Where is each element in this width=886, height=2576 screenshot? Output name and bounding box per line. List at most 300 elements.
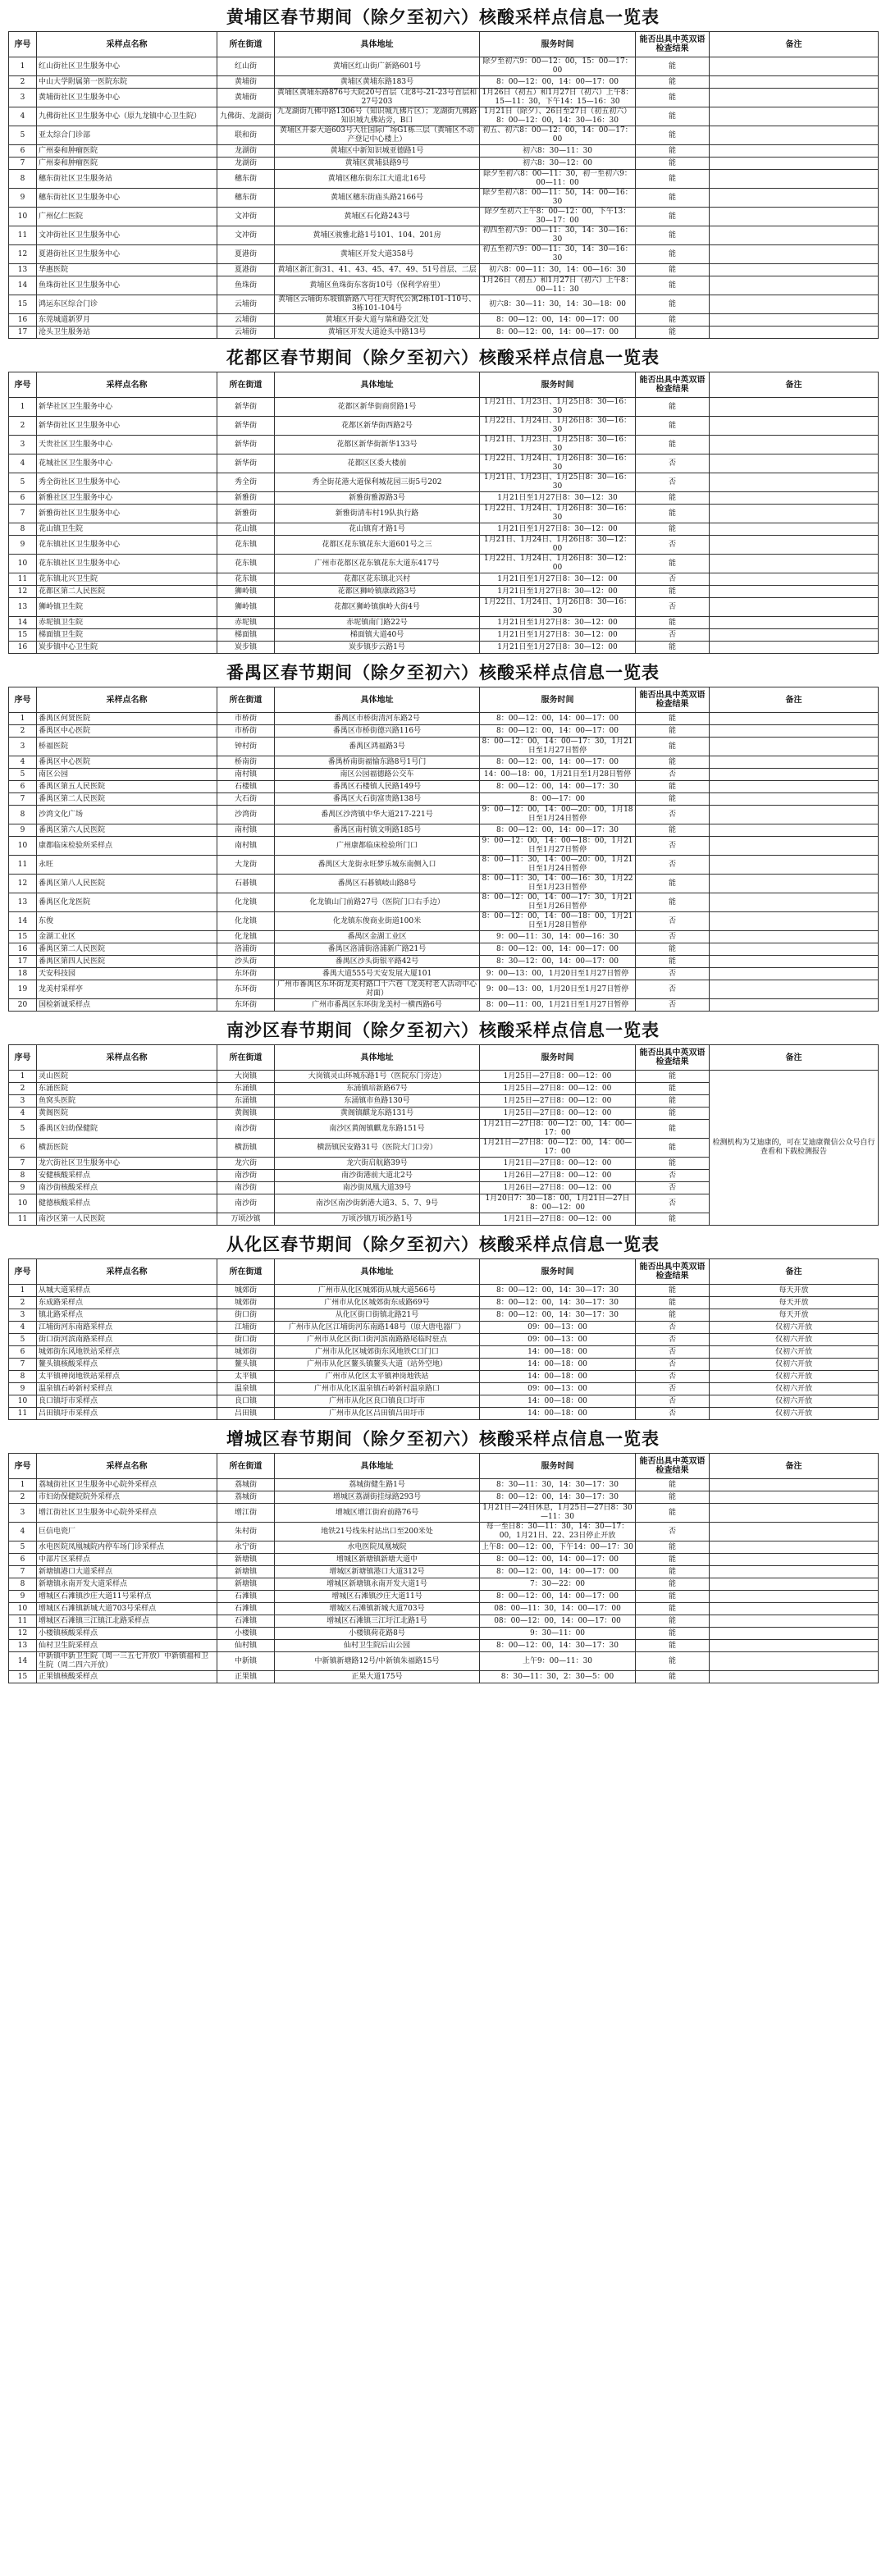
section-title: 增城区春节期间（除夕至初六）核酸采样点信息一览表 (226, 1428, 660, 1449)
site-name: 沙湾文化广场 (37, 806, 217, 824)
bilingual-result: 能 (636, 107, 710, 126)
bilingual-result: 能 (636, 276, 710, 295)
table-row (9, 208, 879, 226)
bilingual-result: 能 (636, 642, 710, 654)
service-time: 1月21日至1月27日8：30—12：00 (480, 642, 636, 654)
table-row (9, 555, 879, 573)
column-header-row-index: 序号 (9, 1454, 37, 1479)
service-time: 1月25日—27日8：00—12：00 (480, 1071, 636, 1083)
row-index: 2 (9, 1297, 37, 1309)
bilingual-result: 能 (636, 436, 710, 454)
row-index: 8 (9, 170, 37, 189)
site-name: 东俊 (37, 912, 217, 931)
section-title: 黄埔区春节期间（除夕至初六）核酸采样点信息一览表 (226, 7, 660, 27)
remark (710, 586, 879, 598)
remark (710, 1554, 879, 1566)
street: 鱼珠街 (217, 276, 275, 295)
site-name: 巨信电瓷厂 (37, 1523, 217, 1541)
street: 中新镇 (217, 1652, 275, 1671)
street: 鳌头镇 (217, 1359, 275, 1371)
bilingual-result: 能 (636, 170, 710, 189)
remark (710, 295, 879, 314)
service-time: 8：00—12：00，14：00—17：00 (480, 943, 636, 956)
table-row (9, 1652, 879, 1671)
row-index: 8 (9, 1578, 37, 1591)
address: 增城区新塘镇新塘大道中 (275, 1554, 480, 1566)
site-name: 赤坭镇卫生院 (37, 617, 217, 629)
column-header-address: 具体地址 (275, 1045, 480, 1071)
remark (710, 642, 879, 654)
street: 花东镇 (217, 573, 275, 586)
bilingual-result: 能 (636, 586, 710, 598)
section (8, 344, 878, 654)
row-index: 7 (9, 793, 37, 806)
service-time: 8：30—12：00，14：00—17：00 (480, 956, 636, 968)
service-time: 8：00—12：00，14：30—17：30 (480, 1309, 636, 1322)
table-row (9, 145, 879, 158)
row-index: 3 (9, 89, 37, 107)
remark: 仅初六开放 (710, 1322, 879, 1334)
site-name: 江埔街河东南路采样点 (37, 1322, 217, 1334)
column-header-site-name: 采样点名称 (37, 372, 217, 398)
table-row (9, 713, 879, 725)
bilingual-result: 否 (636, 1322, 710, 1334)
street: 梯面镇 (217, 629, 275, 642)
row-index: 12 (9, 1628, 37, 1640)
bilingual-result: 能 (636, 264, 710, 276)
table-row (9, 1671, 879, 1683)
bilingual-result: 能 (636, 1083, 710, 1095)
table-row (9, 417, 879, 436)
address: 新雅街雅源路3号 (275, 492, 480, 505)
table-row (9, 893, 879, 912)
service-time: 1月26日（初五）和1月27日（初六）上午8：00—11：30 (480, 276, 636, 295)
column-header-address: 具体地址 (275, 32, 480, 57)
address: 广州市番禺区东环街龙美村一横西路6号 (275, 999, 480, 1012)
service-time: 9：00—11：30，14：00—16：30 (480, 931, 636, 943)
address: 番禺区洛浦街洛浦新广路21号 (275, 943, 480, 956)
site-name: 新华街社区卫生服务中心 (37, 417, 217, 436)
service-time: 9：00—12：00，14：00—18：00，1月21日至1月27日暂停 (480, 837, 636, 856)
service-time: 08：00—12：00，14：00—17：00 (480, 1615, 636, 1628)
site-name: 鱼珠街社区卫生服务中心 (37, 276, 217, 295)
row-index: 12 (9, 245, 37, 264)
row-index: 4 (9, 107, 37, 126)
address: 黄埔区黄埔东路183号 (275, 76, 480, 89)
service-time: 8：00—17：00 (480, 793, 636, 806)
table-row (9, 189, 879, 208)
site-name: 南区公园 (37, 769, 217, 781)
street: 大岗镇 (217, 1071, 275, 1083)
site-name: 市妇幼保健院院外采样点 (37, 1491, 217, 1504)
bilingual-result: 能 (636, 893, 710, 912)
service-time: 9：00—13：00，1月20日至1月27日暂停 (480, 968, 636, 980)
site-name: 桥福医院 (37, 738, 217, 756)
remark (710, 107, 879, 126)
service-time: 除夕至初六8：00—11：30，初一至初六9：00—11：00 (480, 170, 636, 189)
row-index: 10 (9, 1194, 37, 1213)
bilingual-result: 能 (636, 1652, 710, 1671)
row-index: 11 (9, 226, 37, 245)
bilingual-result: 能 (636, 417, 710, 436)
table-row (9, 454, 879, 473)
site-name: 中部片区采样点 (37, 1554, 217, 1566)
street: 钟村街 (217, 738, 275, 756)
service-time: 除夕至初六上午8：00—12：00，下午13：30—17：00 (480, 208, 636, 226)
bilingual-result: 能 (636, 1158, 710, 1170)
service-time: 14：00—18：00 (480, 1395, 636, 1408)
row-index: 6 (9, 781, 37, 793)
site-name: 东莞城道新罗月 (37, 314, 217, 327)
site-name: 广州亿仁医院 (37, 208, 217, 226)
street: 花东镇 (217, 536, 275, 555)
address: 大岗镇灵山环城东路1号（医院东门旁边） (275, 1071, 480, 1083)
street: 城郊街 (217, 1285, 275, 1297)
bilingual-result: 否 (636, 1523, 710, 1541)
site-name: 花城社区卫生服务中心 (37, 454, 217, 473)
site-name: 仙村卫生院采样点 (37, 1640, 217, 1652)
remark (710, 1491, 879, 1504)
column-header-remark: 备注 (710, 1045, 879, 1071)
site-name: 温泉镇石岭新村采样点 (37, 1383, 217, 1395)
site-name: 中山大学附属第一医院东院 (37, 76, 217, 89)
table-row (9, 492, 879, 505)
table-row (9, 573, 879, 586)
row-index: 9 (9, 824, 37, 837)
row-index: 3 (9, 738, 37, 756)
site-name: 新塘镇永南开发大道采样点 (37, 1578, 217, 1591)
table-row (9, 76, 879, 89)
row-index: 14 (9, 276, 37, 295)
address: 番禺区南村镇文明路185号 (275, 824, 480, 837)
site-name: 中新镇中新卫生院（周一三五七开放）中新镇福和卫生院（周二四六开放） (37, 1652, 217, 1671)
column-header-row-index: 序号 (9, 372, 37, 398)
remark (710, 314, 879, 327)
street: 文冲街 (217, 208, 275, 226)
row-index: 10 (9, 837, 37, 856)
address: 黄埔区红山街广新路601号 (275, 57, 480, 76)
row-index: 8 (9, 806, 37, 824)
street: 穗东街 (217, 189, 275, 208)
row-index: 5 (9, 1120, 37, 1139)
street: 温泉镇 (217, 1383, 275, 1395)
service-time: 1月21日至1月27日8：30—12：00 (480, 523, 636, 536)
address: 广州市从化区城郊街从城大道566号 (275, 1285, 480, 1297)
row-index: 16 (9, 642, 37, 654)
street: 新塘镇 (217, 1554, 275, 1566)
remark: 仅初六开放 (710, 1395, 879, 1408)
street: 云埔街 (217, 314, 275, 327)
street: 石滩镇 (217, 1603, 275, 1615)
row-index: 6 (9, 1346, 37, 1359)
remark: 仅初六开放 (710, 1334, 879, 1346)
service-time: 1月25日—27日8：00—12：00 (480, 1108, 636, 1120)
bilingual-result: 能 (636, 76, 710, 89)
column-header-remark: 备注 (710, 372, 879, 398)
bilingual-result: 否 (636, 1346, 710, 1359)
address: 广州市从化区城郊街东成路69号 (275, 1297, 480, 1309)
service-time: 8：00—12：00，14：00—18：00，1月21日至1月28日暂停 (480, 912, 636, 931)
table-row (9, 629, 879, 642)
site-name: 东涌医院 (37, 1083, 217, 1095)
remark (710, 713, 879, 725)
remark (710, 956, 879, 968)
street: 秀全街 (217, 473, 275, 492)
bilingual-result: 能 (636, 781, 710, 793)
bilingual-result: 能 (636, 738, 710, 756)
site-name: 夏港街社区卫生服务中心 (37, 245, 217, 264)
bilingual-result: 能 (636, 1108, 710, 1120)
service-time: 8：00—12：00，14：00—17：00 (480, 1566, 636, 1578)
address: 梯面镇大道40号 (275, 629, 480, 642)
service-time: 初六8：00—11：30，14：00—16：30 (480, 264, 636, 276)
bilingual-result: 能 (636, 327, 710, 339)
site-name: 九佛街社区卫生服务中心（原九龙镇中心卫生院） (37, 107, 217, 126)
section (8, 659, 878, 1012)
column-header-bilingual-result: 能否出具中英双语检查结果 (636, 687, 710, 713)
bilingual-result: 能 (636, 89, 710, 107)
street: 城郊街 (217, 1297, 275, 1309)
row-index: 1 (9, 1071, 37, 1083)
column-header-site-name: 采样点名称 (37, 1259, 217, 1285)
row-index: 4 (9, 454, 37, 473)
address: 增城区石滩镇新城大道703号 (275, 1603, 480, 1615)
address: 赤坭镇南门路22号 (275, 617, 480, 629)
bilingual-result: 能 (636, 57, 710, 76)
address: 黄阁镇麒龙东路131号 (275, 1108, 480, 1120)
column-header-remark: 备注 (710, 32, 879, 57)
row-index: 10 (9, 555, 37, 573)
site-name: 穗东街社区卫生服务站 (37, 170, 217, 189)
table-row (9, 931, 879, 943)
table-row (9, 1491, 879, 1504)
street: 黄埔街 (217, 76, 275, 89)
bilingual-result: 能 (636, 1615, 710, 1628)
address: 番禺区市桥街德兴路116号 (275, 725, 480, 738)
table-row (9, 436, 879, 454)
service-time: 8：00—12：00，14：00—17：00 (480, 76, 636, 89)
street: 新塘镇 (217, 1578, 275, 1591)
row-index: 6 (9, 1139, 37, 1158)
street: 南村镇 (217, 837, 275, 856)
column-header-address: 具体地址 (275, 687, 480, 713)
bilingual-result: 能 (636, 1566, 710, 1578)
site-name: 从城大道采样点 (37, 1285, 217, 1297)
service-time: 14：00—18：00 (480, 1371, 636, 1383)
address: 番禺区金湖工业区 (275, 931, 480, 943)
row-index: 14 (9, 912, 37, 931)
street: 永宁街 (217, 1541, 275, 1554)
street: 大龙街 (217, 856, 275, 875)
remark: 仅初六开放 (710, 1371, 879, 1383)
row-index: 2 (9, 725, 37, 738)
service-time: 14：00—18：00，1月21日至1月28日暂停 (480, 769, 636, 781)
row-index: 13 (9, 893, 37, 912)
row-index: 11 (9, 1408, 37, 1420)
header-row (9, 32, 879, 57)
row-index: 9 (9, 189, 37, 208)
sampling-sites-table (8, 687, 879, 1012)
address: 番禺区市桥街清河东路2号 (275, 713, 480, 725)
row-index: 6 (9, 145, 37, 158)
column-header-bilingual-result: 能否出具中英双语检查结果 (636, 1454, 710, 1479)
address: 龙穴街启航路39号 (275, 1158, 480, 1170)
service-time: 09：00—13：00 (480, 1383, 636, 1395)
site-name: 吕田镇圩市采样点 (37, 1408, 217, 1420)
section-title: 番禺区春节期间（除夕至初六）核酸采样点信息一览表 (226, 662, 660, 683)
service-time: 8：00—12：00，14：00—17：00 (480, 314, 636, 327)
site-name: 金湖工业区 (37, 931, 217, 943)
address: 番禺区大石街富贵路138号 (275, 793, 480, 806)
row-index: 1 (9, 398, 37, 417)
table-row (9, 1554, 879, 1566)
address: 黄埔区云埔街东坡镇新路八号住大时代公寓2栋101-110号、3栋101-104号 (275, 295, 480, 314)
service-time: 8：00—12：00，14：00—17：30 (480, 824, 636, 837)
row-index: 15 (9, 931, 37, 943)
address: 南沙区黄阁镇麒龙东路151号 (275, 1120, 480, 1139)
street: 花山镇 (217, 523, 275, 536)
remark (710, 1523, 879, 1541)
row-index: 9 (9, 536, 37, 555)
address: 九龙湖街九佛中路1306号（知识城九佛片区）；龙湖街九佛路知识城九佛站旁，B口 (275, 107, 480, 126)
table-row (9, 473, 879, 492)
bilingual-result: 否 (636, 1395, 710, 1408)
address: 新雅街清布村19队执行路 (275, 505, 480, 523)
table-row (9, 1640, 879, 1652)
site-name: 穗东街社区卫生服务中心 (37, 189, 217, 208)
address: 番禺大道555号天安发展大厦101 (275, 968, 480, 980)
bilingual-result: 能 (636, 126, 710, 145)
address: 广州市从化区城郊街东风地铁C口门口 (275, 1346, 480, 1359)
bilingual-result: 能 (636, 398, 710, 417)
remark (710, 1671, 879, 1683)
address: 广州市从化区良口镇良口圩市 (275, 1395, 480, 1408)
column-header-service-time: 服务时间 (480, 1259, 636, 1285)
row-index: 12 (9, 586, 37, 598)
address: 花都区新华街西路2号 (275, 417, 480, 436)
service-time: 除夕至初六9：00—12：00，15：00—17：00 (480, 57, 636, 76)
site-name: 天贵社区卫生服务中心 (37, 436, 217, 454)
table-row (9, 642, 879, 654)
table-row (9, 1591, 879, 1603)
street: 炭步镇 (217, 642, 275, 654)
remark (710, 999, 879, 1012)
street: 新华街 (217, 454, 275, 473)
column-header-address: 具体地址 (275, 1259, 480, 1285)
address: 中新镇新塘路12号/中新镇朱福路15号 (275, 1652, 480, 1671)
row-index: 1 (9, 1479, 37, 1491)
column-header-street: 所在街道 (217, 1045, 275, 1071)
remark (710, 245, 879, 264)
bilingual-result: 否 (636, 980, 710, 999)
bilingual-result: 能 (636, 1120, 710, 1139)
table-row (9, 327, 879, 339)
service-time: 8：00—12：00，14：00—17：30 (480, 781, 636, 793)
table-row (9, 586, 879, 598)
address: 东涌镇市鱼路130号 (275, 1095, 480, 1108)
sampling-sites-table (8, 1258, 879, 1420)
column-header-site-name: 采样点名称 (37, 32, 217, 57)
address: 黄埔区中新知识城亚德路1号 (275, 145, 480, 158)
site-name: 东成路采样点 (37, 1297, 217, 1309)
table-row (9, 824, 879, 837)
row-index: 11 (9, 1213, 37, 1226)
bilingual-result: 否 (636, 1359, 710, 1371)
column-header-service-time: 服务时间 (480, 1454, 636, 1479)
address: 黄埔区穗东街东江大道北16号 (275, 170, 480, 189)
row-index: 3 (9, 1309, 37, 1322)
row-index: 7 (9, 1566, 37, 1578)
street: 石滩镇 (217, 1591, 275, 1603)
row-index: 8 (9, 1170, 37, 1182)
street: 文冲街 (217, 226, 275, 245)
site-name: 水电医院凤凰城院内停车场门诊采样点 (37, 1541, 217, 1554)
site-name: 康都临床检验所采样点 (37, 837, 217, 856)
row-index: 10 (9, 208, 37, 226)
address: 南沙街凤凰大道39号 (275, 1182, 480, 1194)
row-index: 9 (9, 1182, 37, 1194)
remark: 仅初六开放 (710, 1346, 879, 1359)
remark (710, 473, 879, 492)
row-index: 17 (9, 327, 37, 339)
site-name: 番禺区第八人民医院 (37, 875, 217, 893)
address: 水电医院凤凰城院 (275, 1541, 480, 1554)
remark (710, 1628, 879, 1640)
site-name: 灵山医院 (37, 1071, 217, 1083)
site-name: 永旺 (37, 856, 217, 875)
street: 东环街 (217, 980, 275, 999)
remark (710, 725, 879, 738)
site-name: 增江街社区卫生服务中心院外采样点 (37, 1504, 217, 1523)
site-name: 华惠医院 (37, 264, 217, 276)
service-time: 1月22日、1月24日、1月26日8：30—16：30 (480, 598, 636, 617)
row-index: 5 (9, 473, 37, 492)
address: 黄埔区穗东街庙头路2166号 (275, 189, 480, 208)
table-row (9, 598, 879, 617)
street: 南村镇 (217, 769, 275, 781)
bilingual-result: 能 (636, 523, 710, 536)
service-time: 1月21日—27日8：00—12：00 (480, 1213, 636, 1226)
site-name: 增城区石滩镇沙庄大道11号采样点 (37, 1591, 217, 1603)
remark (710, 1615, 879, 1628)
service-time: 1月26日—27日8：00—12：00 (480, 1170, 636, 1182)
bilingual-result: 能 (636, 314, 710, 327)
address: 地铁21号线朱村站出口至200米处 (275, 1523, 480, 1541)
bilingual-result: 能 (636, 492, 710, 505)
row-index: 5 (9, 126, 37, 145)
address: 番禺区沙湾镇中华大道217-221号 (275, 806, 480, 824)
street: 太平镇 (217, 1371, 275, 1383)
column-header-street: 所在街道 (217, 32, 275, 57)
site-name: 国检新诚采样点 (37, 999, 217, 1012)
remark (710, 824, 879, 837)
street: 万顷沙镇 (217, 1213, 275, 1226)
row-index: 9 (9, 1383, 37, 1395)
address: 从化区街口街镇北路21号 (275, 1309, 480, 1322)
remark (710, 793, 879, 806)
site-name: 秀全街社区卫生服务中心 (37, 473, 217, 492)
street: 小楼镇 (217, 1628, 275, 1640)
remark (710, 1566, 879, 1578)
street: 穗东街 (217, 170, 275, 189)
service-time: 1月21日至1月27日8：30—12：00 (480, 573, 636, 586)
row-index: 11 (9, 1615, 37, 1628)
bilingual-result: 能 (636, 793, 710, 806)
remark (710, 1479, 879, 1491)
street: 花东镇 (217, 555, 275, 573)
table-row (9, 756, 879, 769)
service-time: 初五、初六8：00—12：00，14：00—17：00 (480, 126, 636, 145)
